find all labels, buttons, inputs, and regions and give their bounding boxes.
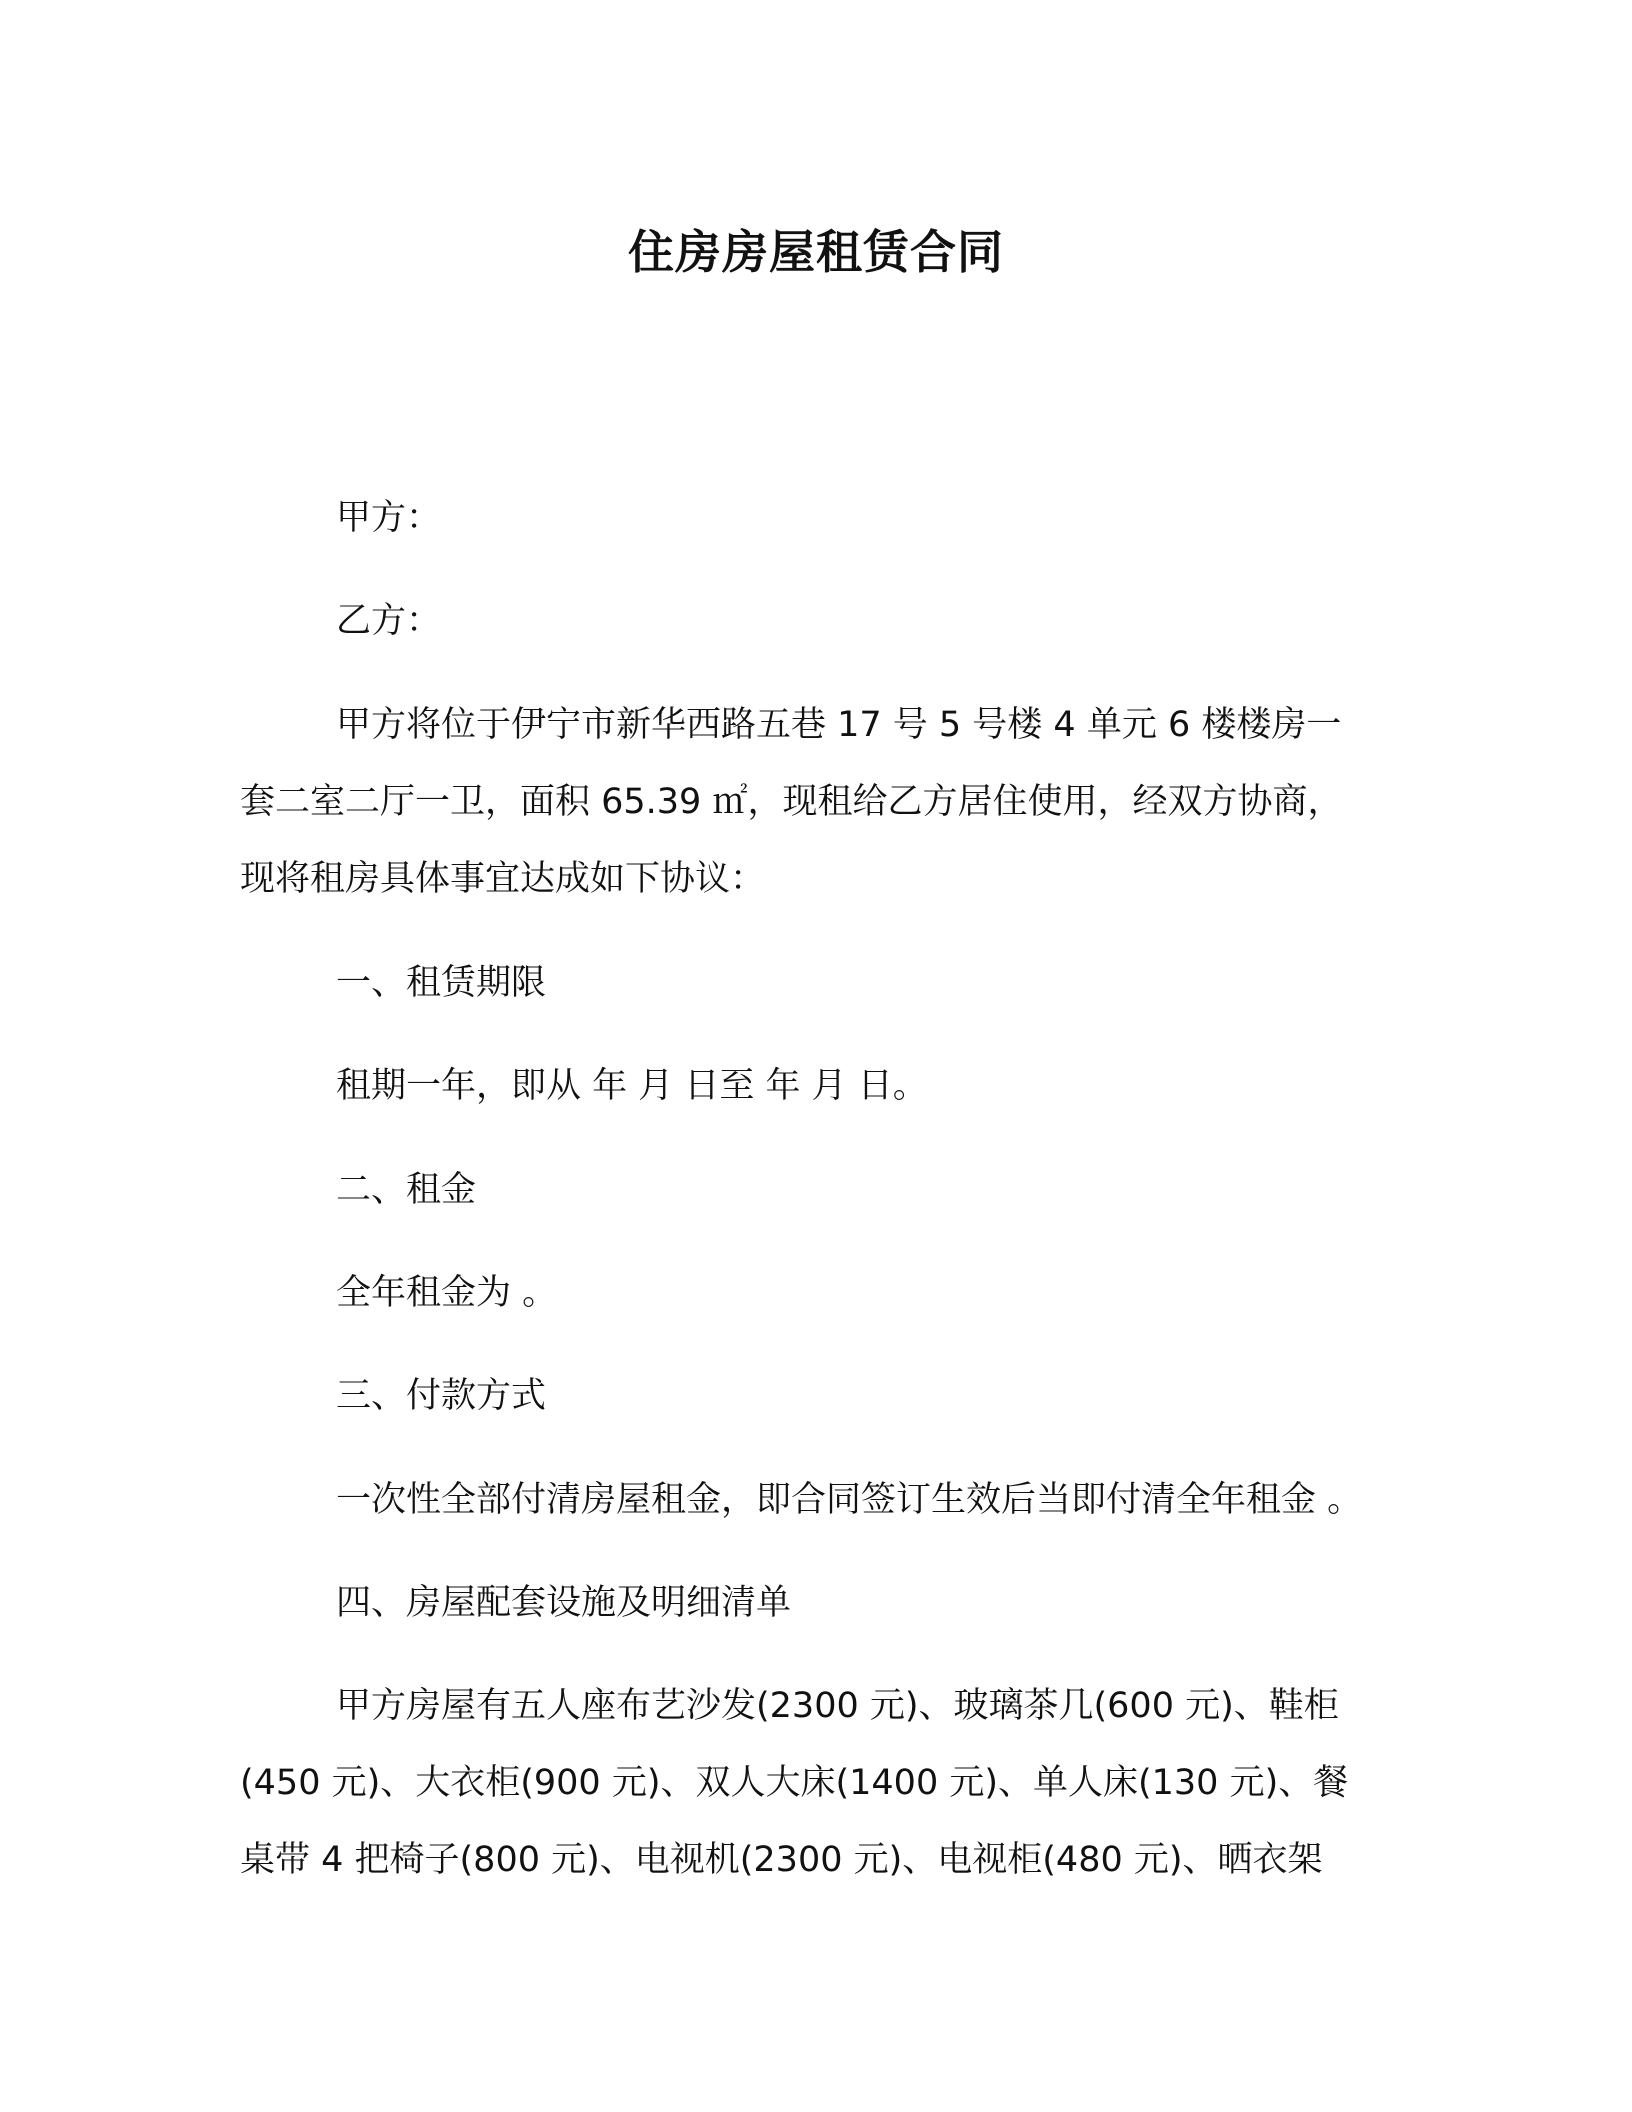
- section-4-heading-text: 四、房屋配套设施及明细清单: [336, 1583, 792, 1623]
- section-3-body: [240, 1462, 1410, 1539]
- party-b-text: 乙方：: [336, 601, 442, 641]
- section-2-heading-text: 二、租金: [336, 1170, 477, 1210]
- intro-line: 甲方将位于伊宁市新华西路五巷 17 号 5 号楼 4 单元 6 楼楼房一: [336, 705, 1342, 745]
- section-4-line: 甲方房屋有五人座布艺沙发(2300 元)、玻璃茶几(600 元)、鞋柜: [336, 1686, 1339, 1726]
- intro-line: 现将租房具体事宜达成如下协议：: [240, 859, 766, 899]
- party-a-text: 甲方：: [336, 498, 442, 538]
- party-a-label: [240, 480, 1410, 557]
- section-1-body: [240, 1048, 1410, 1125]
- section-1-heading-text: 一、租赁期限: [336, 963, 547, 1003]
- intro-paragraph: [240, 687, 1410, 918]
- section-2-body: [240, 1255, 1410, 1332]
- section-1-body-text: 租期一年，即从 年 月 日至 年 月 日。: [336, 1066, 928, 1106]
- section-4-line: 桌带 4 把椅子(800 元)、电视机(2300 元)、电视柜(480 元)、晒衣架: [240, 1840, 1323, 1880]
- section-4-heading: [240, 1565, 1410, 1642]
- intro-line: 套二室二厅一卫，面积 65.39 ㎡，现租给乙方居住使用，经双方协商，: [240, 782, 1343, 822]
- party-b-label: [240, 583, 1410, 660]
- section-3-heading-text: 三、付款方式: [336, 1376, 547, 1416]
- section-1-heading: [240, 945, 1410, 1022]
- section-3-heading: [240, 1358, 1410, 1435]
- section-2-heading: [240, 1152, 1410, 1229]
- document-title: 住房房屋租赁合同: [628, 225, 1004, 279]
- section-4-line: (450 元)、大衣柜(900 元)、双人大床(1400 元)、单人床(130 元)、餐: [240, 1763, 1349, 1803]
- section-3-body-text: 一次性全部付清房屋租金，即合同签订生效后当即付清全年租金 。: [336, 1480, 1363, 1520]
- section-2-body-text: 全年租金为 。: [336, 1273, 558, 1313]
- section-4-body: [240, 1668, 1410, 1899]
